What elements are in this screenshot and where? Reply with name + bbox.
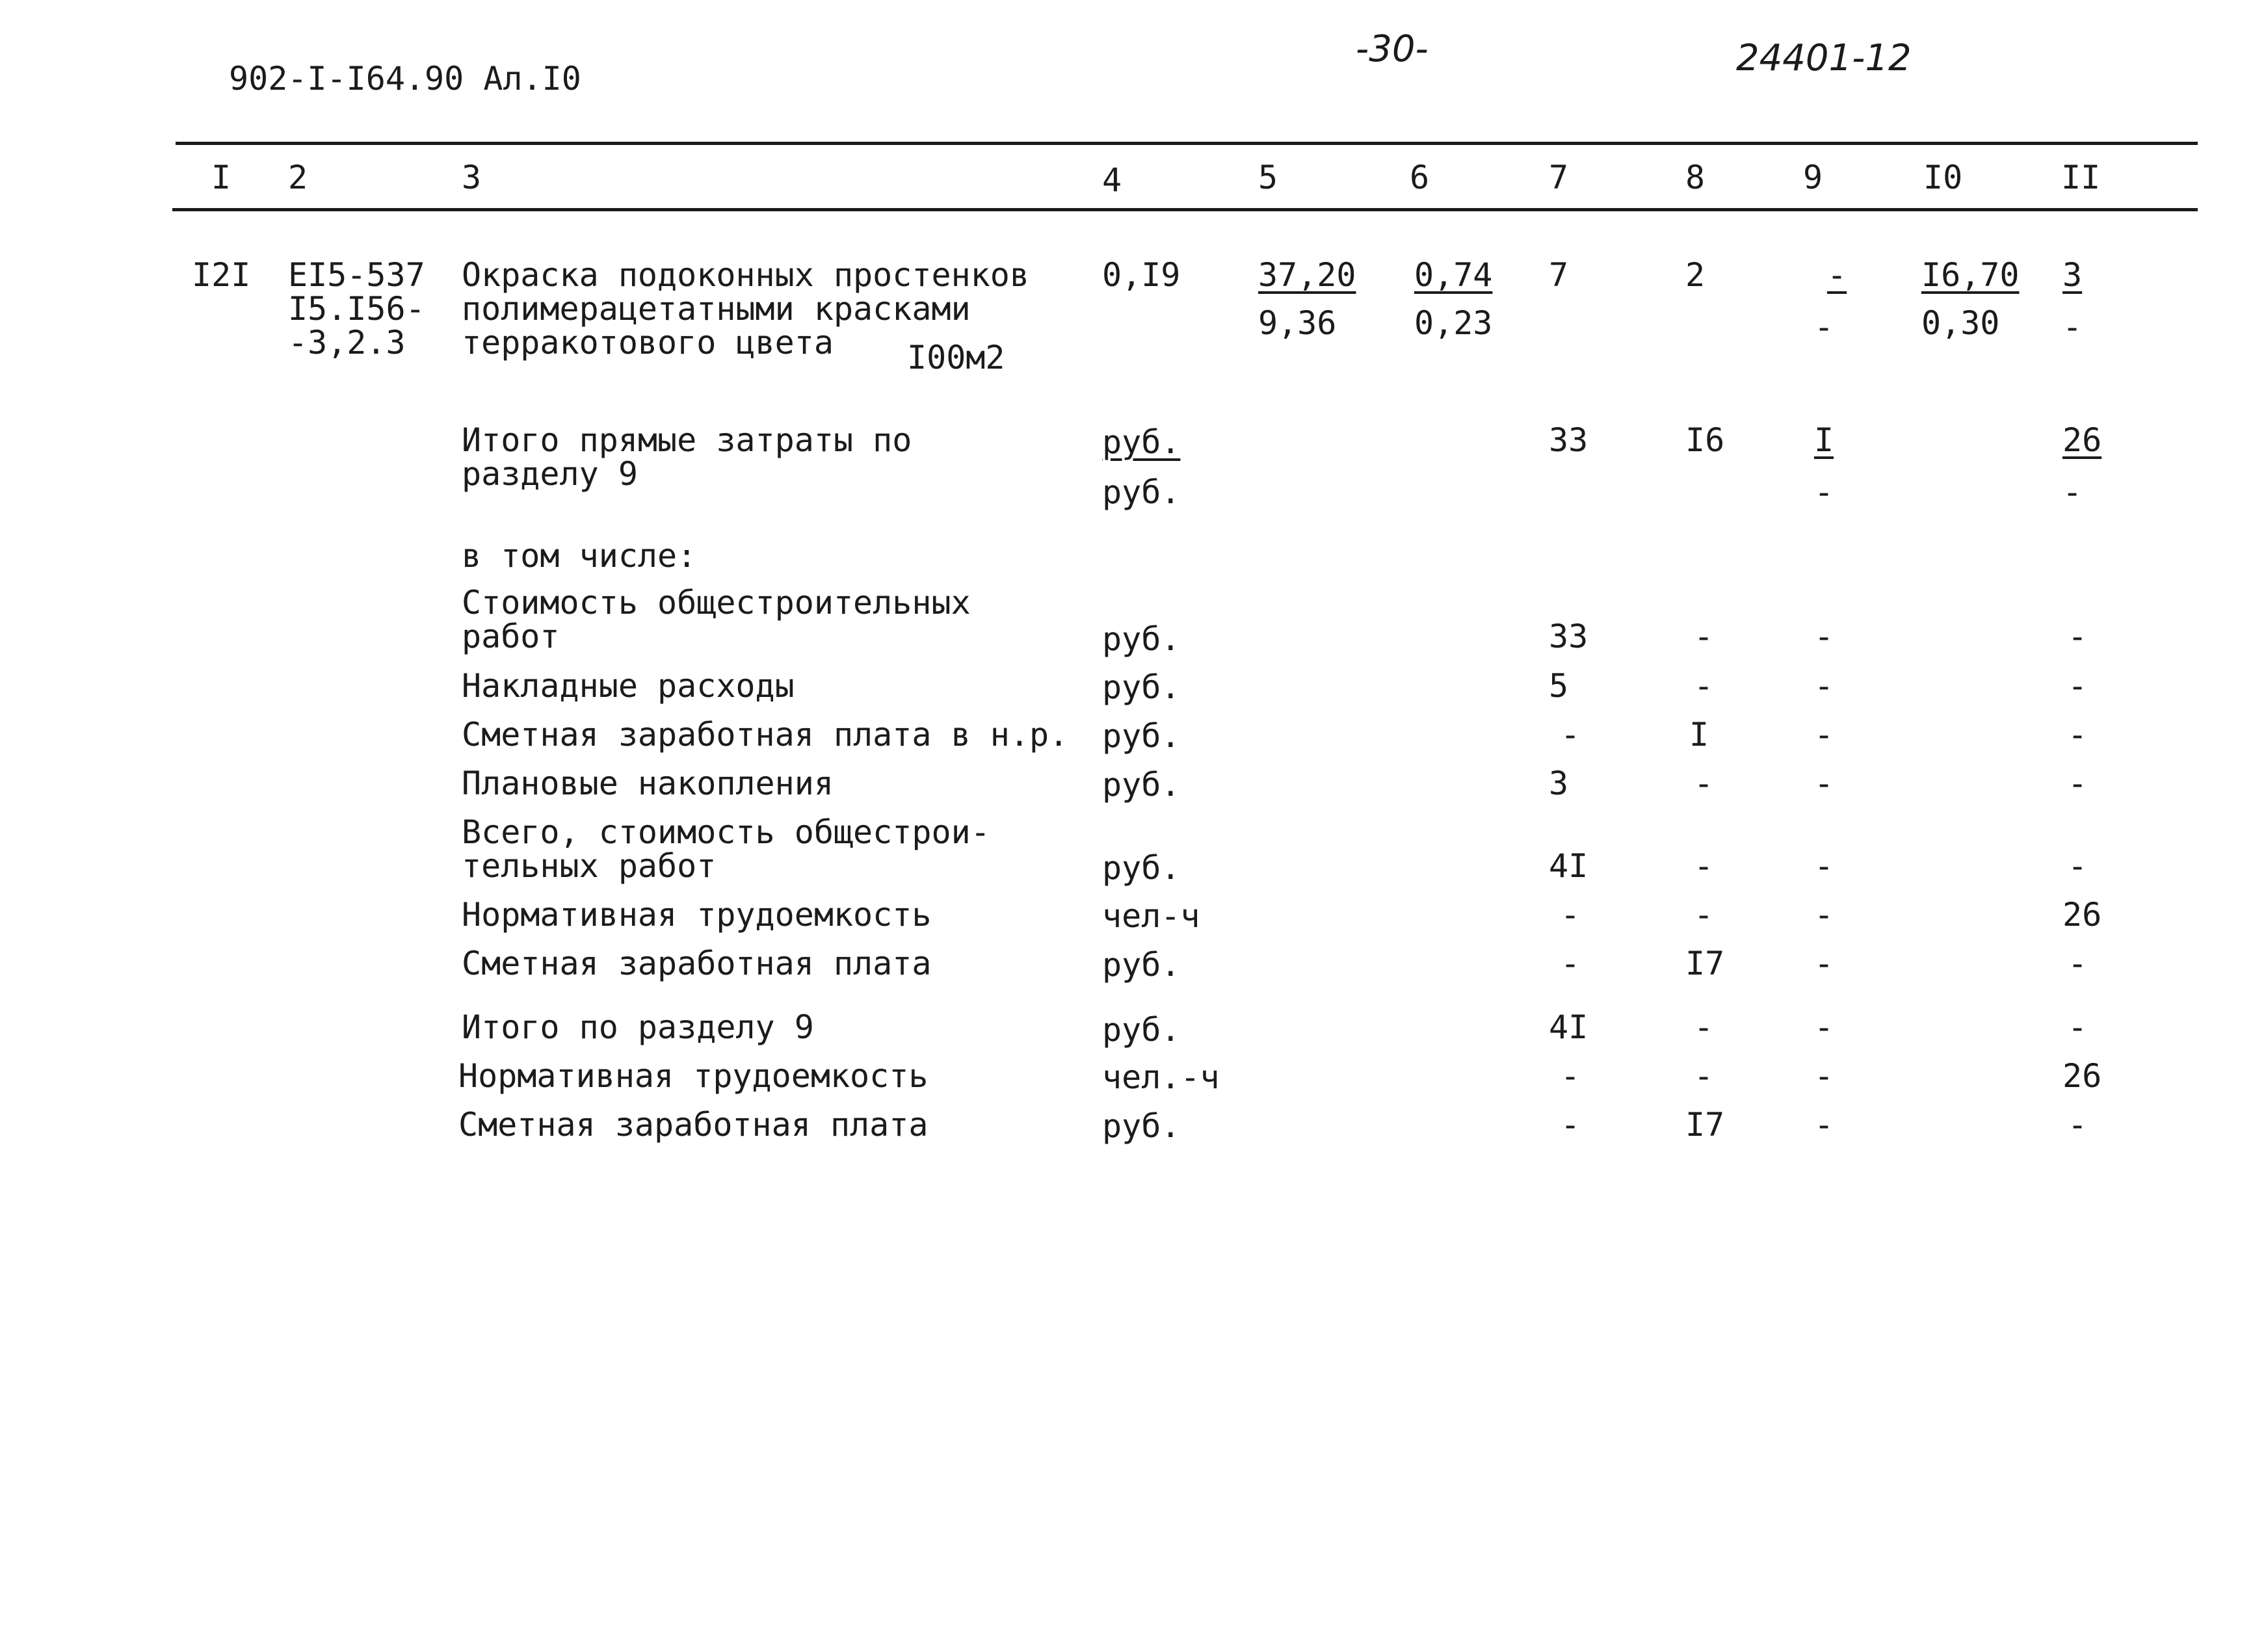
breakdown-col7: - <box>1560 945 1581 982</box>
breakdown-col7: - <box>1560 1057 1581 1095</box>
breakdown-col11: - <box>2067 667 2088 705</box>
section-total-label: Итого по разделу 9 <box>462 1008 814 1046</box>
direct-costs-unit-2: руб. <box>1102 473 1181 511</box>
breakdown-col11: - <box>2067 1106 2088 1144</box>
column-header-9: 9 <box>1803 159 1823 196</box>
direct-costs-unit-1: руб. <box>1102 423 1181 461</box>
column-header-2: 2 <box>288 159 308 196</box>
item-col9-bottom: - <box>1813 308 1834 346</box>
breakdown-label: Всего, стоимость общестрои- <box>462 813 990 851</box>
section-total-col7: 4I <box>1549 1008 1588 1046</box>
section-total-col9: - <box>1813 1008 1834 1046</box>
breakdown-col11: - <box>2067 847 2088 885</box>
breakdown-label: Сметная заработная плата в н.р. <box>462 716 1069 754</box>
item-col5-bottom: 9,36 <box>1258 304 1337 342</box>
breakdown-label: Нормативная трудоемкость <box>462 896 932 934</box>
including-label: в том числе: <box>462 537 697 575</box>
breakdown-unit: руб. <box>1102 1107 1181 1145</box>
column-header-7: 7 <box>1549 159 1569 196</box>
document-code: 902-I-I64.90 Ал.I0 <box>229 60 581 98</box>
breakdown-unit: руб. <box>1102 668 1181 706</box>
column-header-5: 5 <box>1258 159 1278 196</box>
breakdown-col8: I7 <box>1685 1106 1725 1144</box>
item-number: I2I <box>192 256 251 294</box>
item-code-line-1: EI5-537 <box>288 256 425 294</box>
column-header-3: 3 <box>462 159 482 196</box>
breakdown-unit: руб. <box>1102 766 1181 804</box>
breakdown-unit: руб. <box>1102 849 1181 887</box>
column-header-6: 6 <box>1410 159 1430 196</box>
item-col8: 2 <box>1685 256 1706 294</box>
breakdown-col7: 5 <box>1549 667 1569 705</box>
sheet-code: 24401-12 <box>1736 37 1912 79</box>
breakdown-col11: - <box>2067 716 2088 754</box>
section-total-unit: руб. <box>1102 1011 1181 1049</box>
breakdown-col9: - <box>1813 765 1834 802</box>
column-header-10: I0 <box>1923 159 1963 196</box>
breakdown-col9: - <box>1813 716 1834 754</box>
breakdown-col8: - <box>1693 1057 1714 1095</box>
direct-costs-col11-bottom: - <box>2062 473 2083 511</box>
breakdown-col8: - <box>1693 847 1714 885</box>
breakdown-label-cont: тельных работ <box>462 847 717 885</box>
page-number: -30- <box>1356 28 1429 70</box>
breakdown-col9: - <box>1813 847 1834 885</box>
item-description-line-3: терракотового цвета <box>462 324 834 361</box>
column-header-1: I <box>211 159 231 196</box>
breakdown-label: Стоимость общестроительных <box>462 584 971 622</box>
item-quantity: 0,I9 <box>1102 256 1181 294</box>
item-col9-top: - <box>1826 256 1847 294</box>
breakdown-label: Сметная заработная плата <box>458 1106 929 1144</box>
item-description-line-1: Окраска подоконных простенков <box>462 256 1029 294</box>
breakdown-col9: - <box>1813 667 1834 705</box>
breakdown-col11: 26 <box>2062 1057 2102 1095</box>
breakdown-col7: 33 <box>1549 618 1588 655</box>
breakdown-col8: - <box>1693 618 1714 655</box>
breakdown-col8: I <box>1689 716 1709 754</box>
item-col6-top: 0,74 <box>1414 256 1493 294</box>
item-code-line-3: -3,2.3 <box>288 324 406 361</box>
breakdown-col7: 4I <box>1549 847 1588 885</box>
item-col11-bottom: - <box>2062 308 2083 346</box>
breakdown-col7: - <box>1560 896 1581 934</box>
breakdown-col11: - <box>2067 945 2088 982</box>
direct-costs-col7: 33 <box>1549 421 1588 459</box>
breakdown-col7: - <box>1560 1106 1581 1144</box>
column-header-8: 8 <box>1685 159 1706 196</box>
breakdown-col8: - <box>1693 765 1714 802</box>
direct-costs-label-line-2: разделу 9 <box>462 455 638 493</box>
breakdown-unit: руб. <box>1102 620 1181 658</box>
breakdown-col8: - <box>1693 667 1714 705</box>
breakdown-col9: - <box>1813 945 1834 982</box>
item-description-line-2: полимерацетатными красками <box>462 290 971 328</box>
item-col6-bottom: 0,23 <box>1414 304 1493 342</box>
breakdown-col7: - <box>1560 716 1581 754</box>
breakdown-label: Плановые накопления <box>462 765 834 802</box>
direct-costs-col9-bottom: - <box>1813 473 1834 511</box>
column-header-11: II <box>2061 159 2101 196</box>
item-code-line-2: I5.I56- <box>288 290 425 328</box>
breakdown-col9: - <box>1813 1057 1834 1095</box>
breakdown-col11: - <box>2067 765 2088 802</box>
breakdown-label: Нормативная трудоемкость <box>458 1057 929 1095</box>
breakdown-col11: - <box>2067 618 2088 655</box>
breakdown-unit: чел.-ч <box>1102 1058 1220 1096</box>
breakdown-col9: - <box>1813 896 1834 934</box>
item-col5-top: 37,20 <box>1258 256 1356 294</box>
breakdown-unit: руб. <box>1102 946 1181 984</box>
direct-costs-label-line-1: Итого прямые затраты по <box>462 421 912 459</box>
direct-costs-col8: I6 <box>1685 421 1725 459</box>
breakdown-label: Сметная заработная плата <box>462 945 932 982</box>
breakdown-col8: I7 <box>1685 945 1725 982</box>
breakdown-unit: чел-ч <box>1102 897 1200 935</box>
header-bottom-rule <box>172 208 2198 211</box>
direct-costs-col9-top: I <box>1813 421 1834 459</box>
breakdown-label-cont: работ <box>462 618 560 655</box>
item-col11-top: 3 <box>2062 256 2083 294</box>
item-col10-top: I6,70 <box>1921 256 2020 294</box>
breakdown-col11: 26 <box>2062 896 2102 934</box>
breakdown-col7: 3 <box>1549 765 1569 802</box>
breakdown-label: Накладные расходы <box>462 667 795 705</box>
column-header-4: 4 <box>1102 161 1122 199</box>
section-total-col11: - <box>2067 1008 2088 1046</box>
breakdown-col9: - <box>1813 1106 1834 1144</box>
direct-costs-col11-top: 26 <box>2062 421 2102 459</box>
breakdown-col9: - <box>1813 618 1834 655</box>
breakdown-col8: - <box>1693 896 1714 934</box>
item-col7: 7 <box>1549 256 1569 294</box>
section-total-col8: - <box>1693 1008 1714 1046</box>
table-top-rule <box>176 142 2198 145</box>
item-unit: I00м2 <box>907 339 1005 376</box>
item-col10-bottom: 0,30 <box>1921 304 2000 342</box>
breakdown-unit: руб. <box>1102 717 1181 755</box>
